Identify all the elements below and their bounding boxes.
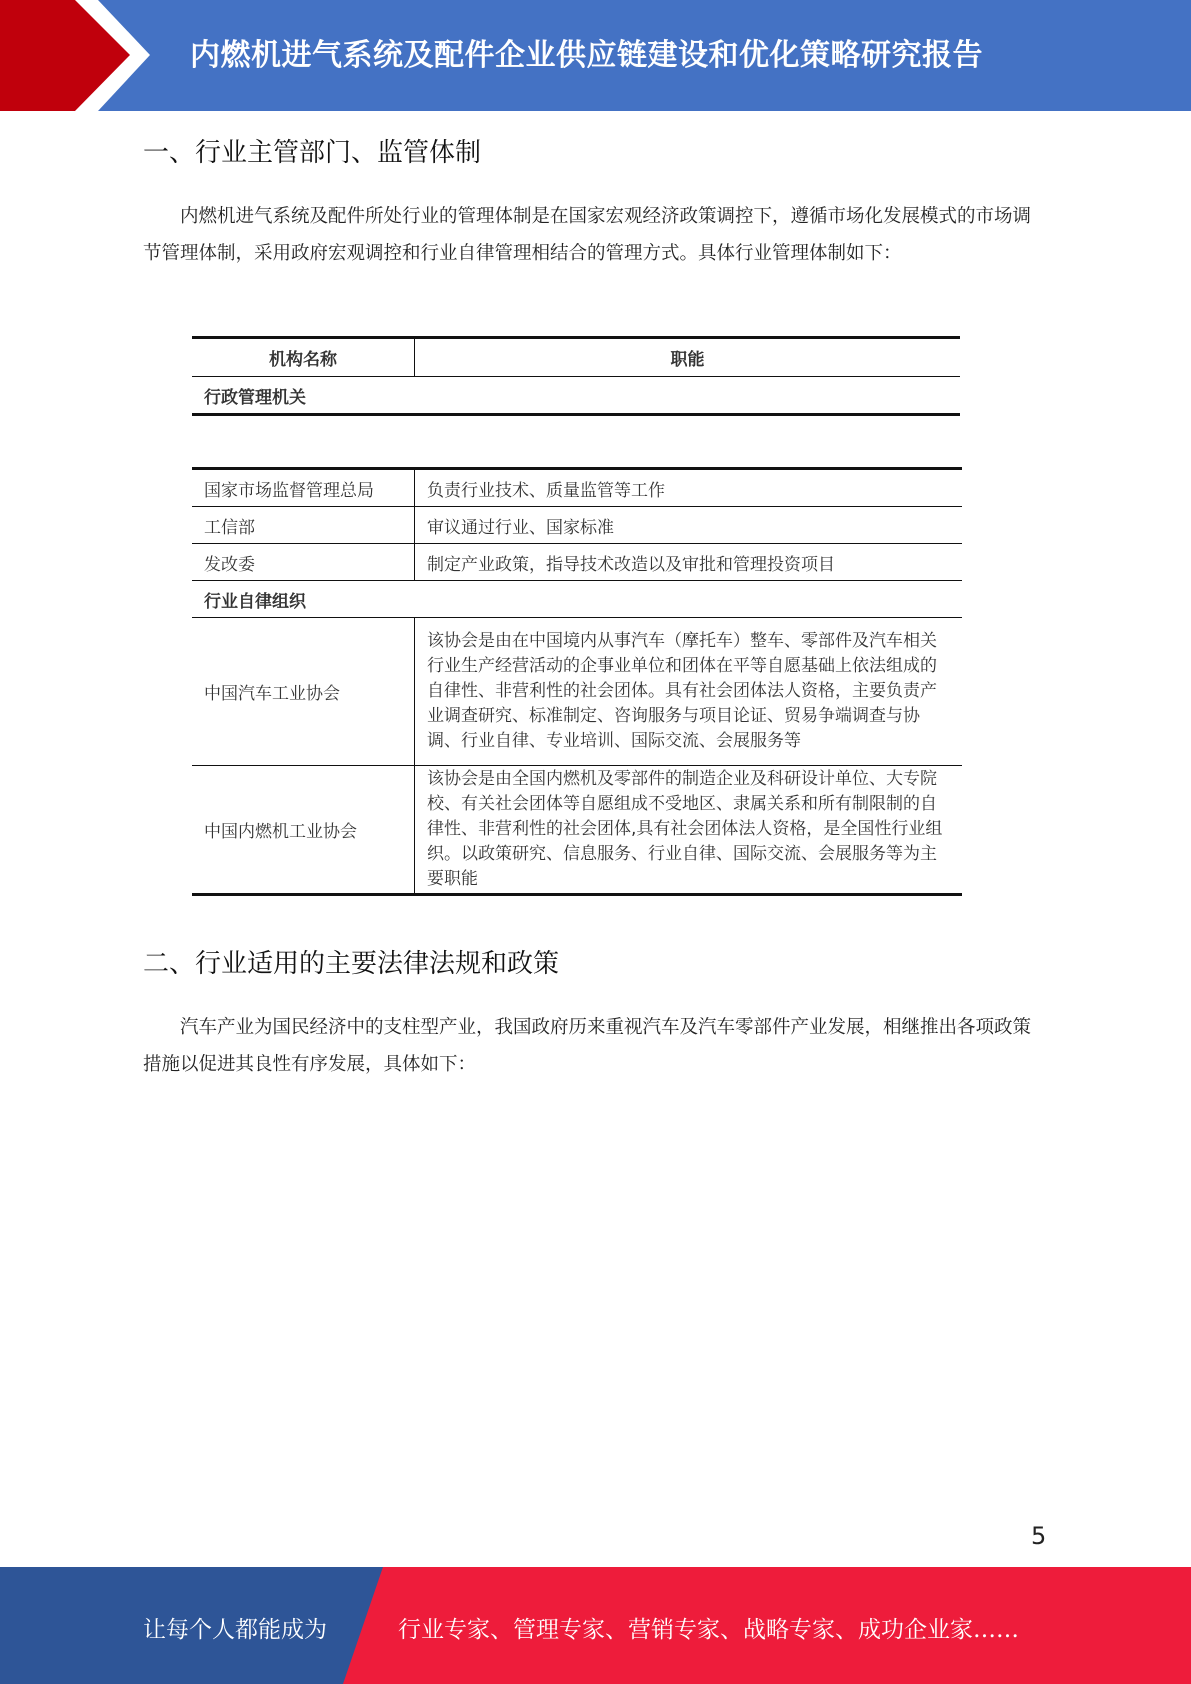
- table-row: [192, 469, 962, 507]
- page-number: 5: [1031, 1522, 1047, 1550]
- col-header-name: 机构名称: [192, 338, 415, 377]
- regulator-table: [192, 467, 962, 896]
- table-section-row: [192, 581, 962, 618]
- col-header-duty: 职能: [415, 338, 961, 377]
- footer-slogan-left: 让每个人都能成为: [143, 1617, 327, 1643]
- section-selfreg-label: 行业自律组织: [192, 581, 962, 618]
- org-duty: 该协会是由全国内燃机及零部件的制造企业及科研设计单位、大专院校、有关社会团体等自愿组成不受地区、隶属关系和所有制限制的自律性、非营利性的社会团体,具有社会团体法人资格，是全国性行业组织。以政策研究、信息服务、行业自律、国际交流、会展服务等为主要职能: [427, 769, 943, 889]
- table-row: [192, 618, 962, 766]
- org-name: 中国汽车工业协会: [192, 618, 415, 766]
- org-duty: 该协会是由在中国境内从事汽车（摩托车）整车、零部件及汽车相关行业生产经营活动的企事业单位和团体在平等自愿基础上依法组成的自律性、非营利性的社会团体。具有社会团体法人资格，主要负责产业调查研究、标准制定、咨询服务与项目论证、贸易争端调查与协调、行业自律、专业培训、国际交流、会展服务等: [415, 618, 963, 766]
- section2-paragraph: 汽车产业为国民经济中的支柱型产业，我国政府历来重视汽车及汽车零部件产业发展，相继推出各项政策措施以促进其良性有序发展，具体如下：: [143, 1017, 1032, 1075]
- org-name: 发改委: [192, 544, 415, 581]
- section1-paragraph: 内燃机进气系统及配件所处行业的管理体制是在国家宏观经济政策调控下，遵循市场化发展模式的市场调节管理体制，采用政府宏观调控和行业自律管理相结合的管理方式。具体行业管理体制如下：: [143, 206, 1032, 264]
- org-name: 国家市场监督管理总局: [192, 469, 415, 507]
- header-banner: [0, 0, 1191, 111]
- org-duty: 审议通过行业、国家标准: [415, 507, 963, 544]
- org-duty: 制定产业政策，指导技术改造以及审批和管理投资项目: [415, 544, 963, 581]
- report-title: 内燃机进气系统及配件企业供应链建设和优化策略研究报告: [190, 38, 983, 73]
- org-name: 中国内燃机工业协会: [192, 766, 415, 895]
- org-duty: 负责行业技术、质量监管等工作: [415, 469, 963, 507]
- footer-banner: [0, 1567, 1191, 1684]
- regulator-table-header: [192, 336, 960, 416]
- org-name: 工信部: [192, 507, 415, 544]
- table-row: [192, 766, 962, 895]
- footer-slogan-right: 行业专家、管理专家、营销专家、战略专家、成功企业家……: [398, 1617, 1019, 1643]
- section1-heading: 一、行业主管部门、监管体制: [143, 138, 482, 168]
- table-row: [192, 544, 962, 581]
- section-admin-label: 行政管理机关: [204, 387, 306, 408]
- table-row: [192, 507, 962, 544]
- section2-heading: 二、行业适用的主要法律法规和政策: [143, 949, 560, 979]
